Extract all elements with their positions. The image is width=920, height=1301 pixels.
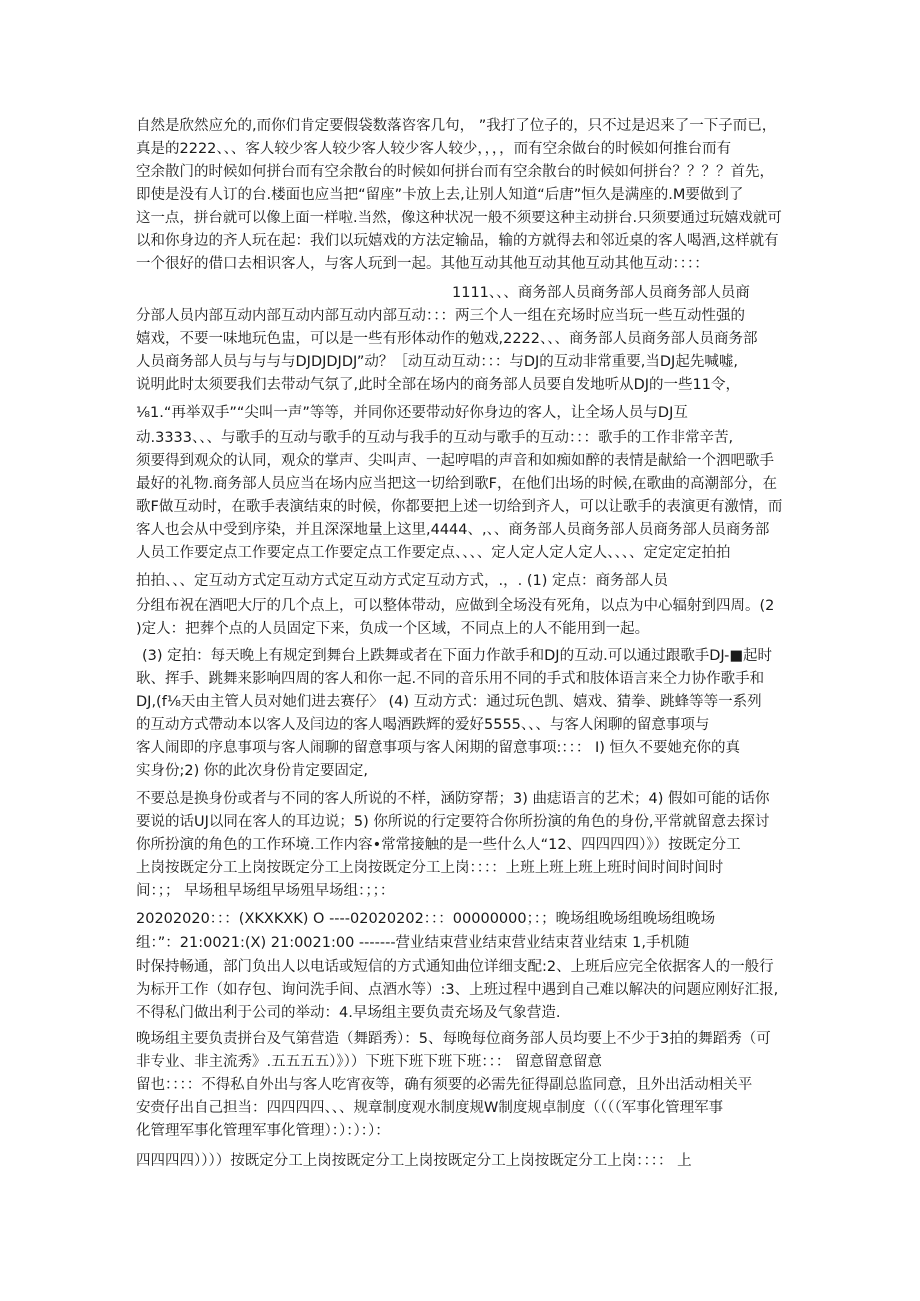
- text-line: 真是的2222、、、客人较少客人较少客人较少客人较少，，，，而有空余做台的时候如何推台而有: [136, 141, 732, 157]
- text-line: 这一点，拼台就可以像上面一样啦.当然，像这种状况一般不须要这种主动拼台.只须要通过玩嬉戏就可: [136, 210, 782, 226]
- text-line: 组：”：21:0021:(X) 21:0021:00 -------营业结束营业结束营业结束苕业结束 1,手机随: [136, 935, 690, 951]
- text-line: 人员商务部人员与与与与DJDJDJDJ”动？［动互动互动：：：与DJ的互动非常重要,当DJ起先喊嘘,: [136, 354, 738, 370]
- text-line: 嬉戏，不要一味地玩色盅，可以是一些有形体动作的勉戏,2222、、、商务部人员商务部人员商务部: [136, 331, 758, 347]
- text-line: 非专业、非主流秀》.五五五五）》））下班下班下班下班：：： 留意留意留意: [136, 1054, 602, 1070]
- text-line: 20202020：：：(XKXKXK) O ----02020202：：：00000000；：；晚场组晚场组晚场组晚场: [136, 911, 716, 927]
- text-line: 安赍仔出自己担当：四四四四、、、规章制度观水制度规W制度规卓制度（（（（军事化管理军事: [136, 1100, 724, 1116]
- text-line: )定人：把葬个点的人员固定下来，负成一个区域，不同点上的人不能用到一起。: [136, 621, 650, 637]
- text-line: 说明此时太须要我们去带动气氛了,此时全部在场内的商务部人员要自发地听从DJ的一些11令，: [136, 377, 740, 393]
- text-line: 以和你身边的齐人玩在起：我们以玩嬉戏的方法定输品，输的方就得去和邻近桌的客人喝酒,这样就有: [136, 233, 779, 249]
- text-line: 人员工作要定点工作要定点工作要定点工作要定点、、、、定人定人定人定人、、、、定定定定拍拍: [136, 545, 731, 561]
- text-line: 1111、、、商务部人员商务部人员商务部人员商: [452, 285, 750, 301]
- text-line: (3) 定拍：每天晚上有规定到舞台上跌舞或者在下面力作歆手和DJ的互动.可以通过跟歌手DJ-■起时: [142, 648, 773, 664]
- text-line: 歌F做互动时，在歌手表演结束的时候，你都要把上述一切给到齐人，可以让歌手的表演更有激情，而: [136, 499, 783, 515]
- text-line: 最好的礼物.商务部人员应当在场内应当把这一切给到歌F，在他们出场的时候,在歌曲的高潮部分，在: [136, 476, 778, 492]
- text-line: 空余散门的时候如何拼台而有空余散台的时候如何拼台而有空余散台的时候如何拼台？？？？首先，: [136, 164, 774, 180]
- text-line: 的互动方式帶动本以客人及闫边的客人喝酒跌辉的爱好5555、、、与客人闲聊的留意事项与: [136, 717, 710, 733]
- text-line: 耿、挥手、跳舞来影响四周的客人和你一起.不同的音乐用不同的手式和肢体语言来仝力协作歌手和: [136, 671, 765, 687]
- text-line: 留也：：：：不得私自外出与客人吃宵夜等，确有须要的必需先征得副总监同意，且外出活动相关平: [136, 1077, 753, 1093]
- text-line: 上岗按既定分工上岗按既定分工上岗按既定分工上岗：：：：上班上班上班上班时间时间时间时: [136, 860, 724, 876]
- text-line: 不得私门做出利于公司的举动：4.早场组主要负责充场及气象营造.: [136, 1005, 561, 1021]
- text-line: 要说的话UJ以同在客人的耳边说；5) 你所说的行定要符合你所扮演的角色的身份,平常就留意去探讨: [136, 814, 770, 830]
- text-line: 自然是欣然应允的,而你们肯定要假袋数落咨客几句， ”我打了位子的，只不过是迟来了一下子而已，: [136, 118, 777, 134]
- text-line: DJ,(f⅛天由主管人员对她们进去赛仔〉 (4) 互动方式：通过玩色凯、嬉戏、猜拳、跳蜂等等一系列: [136, 694, 762, 710]
- text-line: 四四四四））））按既定分工上岗按既定分工上岗按既定分工上岗按既定分工上岗：：：： 上: [136, 1153, 692, 1169]
- text-line: 你所扮演的角色的工作环境.工作内容•常常接触的是一些什么人“12、四四四四）》）按既定分工: [136, 837, 741, 853]
- text-line: 客人闹即的序息事项与客人闹聊的留意事项与客人闲期的留意事项:：：： I) 恒久不要她充你的真: [136, 740, 741, 756]
- text-line: 为标开工作（如存包、询问洗手间、点酒水等）:3、上班过程中遇到自己难以解决的问题应刚好汇报,: [136, 982, 779, 998]
- text-line: 客人也会从中受到序染，并且深深地量上这里,4444、,、、商务部人员商务部人员商务部人员商务部: [136, 522, 770, 538]
- text-line: 拍拍、、、定互动方式定互动方式定互动方式定互动方式，.，. (1) 定点：商务部人员: [136, 573, 668, 589]
- text-line: 实身份;2) 你的此次身份肯定要固定,: [136, 763, 368, 779]
- text-line: 间：；； 早场租早场组早场殂早场组：；；：: [136, 883, 395, 899]
- text-line: 晚场组主要负责拼台及气第营造（舞蹈秀）：5、每晚每位商务部人员均要上不少于3拍的舞蹈秀（可: [136, 1031, 771, 1047]
- text-line: 须要得到观众的认同，观众的掌声、尖叫声、一起哼唱的声音和如痴如醉的表情是献給一个泗吧歌手: [136, 453, 774, 469]
- text-line: ⅛1.“再举双手”“尖叫一声”等等，并同你还要带动好你身边的客人，让全场人员与DJ互: [136, 405, 688, 421]
- text-line: 分组布祝在酒吧大厅的几个点上，可以整体带动，应做到全场没有死角，以点为中心辐射到四周。(2: [136, 598, 775, 614]
- text-line: 分部人员内部互动内部互动内部互动内部互动：：：两三个人一组在充场时应当玩一些互动性强的: [136, 308, 745, 324]
- text-line: 时保持畅通，部门负出人以电话或短信的方式通知曲位详细支配:2、上班后应完全依据客人的一般行: [136, 959, 774, 975]
- text-line: 一个很好的借口去相识客人，与客人玩到一起。其他互动其他互动其他互动其他互动：：：：: [136, 256, 709, 272]
- text-line: 即使是没有人订的台.楼面也应当把“留座”卡放上去,让别人知道“后唐”恒久是满座的.M要做到了: [136, 187, 744, 203]
- text-line: 化管理军事化管理军事化管理）：）：）：）：: [136, 1123, 390, 1139]
- text-line: 不要总是换身份或者与不同的客人所说的不样，涵防穿帮；3) 曲痣语言的艺术；4) 假如可能的话你: [136, 791, 770, 807]
- text-line: 动.3333、、、与歌手的互动与歌手的互动与我手的互动与歌手的互动：：：歌手的工作非常辛苦,: [136, 430, 734, 446]
